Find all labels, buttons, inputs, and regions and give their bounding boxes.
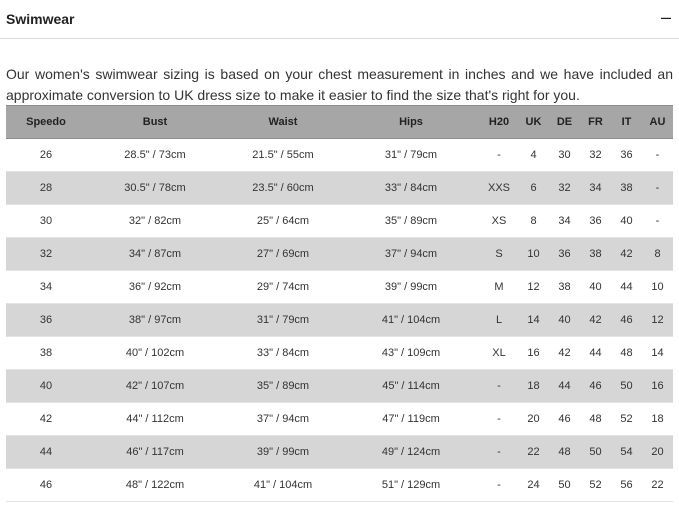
table-cell-fr: 52 (580, 469, 611, 502)
table-row (6, 436, 673, 469)
column-header-hips: Hips (342, 106, 480, 139)
column-header-it: IT (611, 106, 642, 139)
table-cell-au: 12 (642, 304, 673, 337)
table-cell-au: 16 (642, 370, 673, 403)
column-header-speedo: Speedo (6, 106, 86, 139)
size-chart-table (6, 105, 673, 502)
table-cell-de: 50 (549, 469, 580, 502)
table-cell-waist: 25" / 64cm (224, 205, 342, 238)
table-cell-h20: S (480, 238, 518, 271)
table-cell-bust: 36" / 92cm (86, 271, 224, 304)
table-cell-speedo: 26 (6, 139, 86, 172)
table-cell-au: - (642, 205, 673, 238)
table-cell-speedo: 46 (6, 469, 86, 502)
table-cell-bust: 44" / 112cm (86, 403, 224, 436)
table-cell-speedo: 34 (6, 271, 86, 304)
section-title: Swimwear (6, 11, 75, 27)
table-row (6, 370, 673, 403)
table-cell-hips: 37" / 94cm (342, 238, 480, 271)
table-cell-fr: 46 (580, 370, 611, 403)
table-cell-de: 48 (549, 436, 580, 469)
table-cell-uk: 16 (518, 337, 549, 370)
table-cell-hips: 39" / 99cm (342, 271, 480, 304)
table-row (6, 238, 673, 271)
table-cell-waist: 27" / 69cm (224, 238, 342, 271)
table-cell-speedo: 42 (6, 403, 86, 436)
table-cell-h20: M (480, 271, 518, 304)
table-cell-hips: 43" / 109cm (342, 337, 480, 370)
table-cell-waist: 23.5" / 60cm (224, 172, 342, 205)
table-cell-it: 40 (611, 205, 642, 238)
table-row (6, 337, 673, 370)
table-cell-de: 30 (549, 139, 580, 172)
table-cell-fr: 42 (580, 304, 611, 337)
column-header-waist: Waist (224, 106, 342, 139)
table-row (6, 271, 673, 304)
table-cell-hips: 41" / 104cm (342, 304, 480, 337)
table-row (6, 304, 673, 337)
table-cell-h20: - (480, 370, 518, 403)
table-cell-au: 20 (642, 436, 673, 469)
table-cell-bust: 40" / 102cm (86, 337, 224, 370)
section-header[interactable] (0, 0, 679, 39)
table-row (6, 172, 673, 205)
column-header-fr: FR (580, 106, 611, 139)
table-cell-bust: 46" / 117cm (86, 436, 224, 469)
table-cell-waist: 35" / 89cm (224, 370, 342, 403)
table-header-row (6, 106, 673, 139)
column-header-bust: Bust (86, 106, 224, 139)
table-cell-speedo: 44 (6, 436, 86, 469)
table-row (6, 139, 673, 172)
table-cell-waist: 33" / 84cm (224, 337, 342, 370)
table-cell-de: 46 (549, 403, 580, 436)
table-cell-h20: - (480, 139, 518, 172)
table-cell-uk: 24 (518, 469, 549, 502)
table-cell-bust: 32" / 82cm (86, 205, 224, 238)
table-cell-au: 22 (642, 469, 673, 502)
table-cell-de: 34 (549, 205, 580, 238)
table-cell-uk: 18 (518, 370, 549, 403)
table-cell-speedo: 38 (6, 337, 86, 370)
table-cell-it: 36 (611, 139, 642, 172)
table-cell-fr: 48 (580, 403, 611, 436)
table-cell-it: 48 (611, 337, 642, 370)
table-cell-hips: 49" / 124cm (342, 436, 480, 469)
table-cell-au: 14 (642, 337, 673, 370)
table-cell-bust: 34" / 87cm (86, 238, 224, 271)
table-cell-it: 44 (611, 271, 642, 304)
table-cell-uk: 22 (518, 436, 549, 469)
table-cell-h20: - (480, 403, 518, 436)
table-cell-h20: - (480, 469, 518, 502)
table-cell-de: 38 (549, 271, 580, 304)
table-cell-speedo: 36 (6, 304, 86, 337)
table-cell-au: - (642, 139, 673, 172)
table-cell-uk: 10 (518, 238, 549, 271)
size-guide-description: Our women's swimwear sizing is based on your chest measurement in inches and we have included an approximate conversion to UK dress size to make it easier to find the size that's right for you. (6, 66, 673, 103)
table-cell-waist: 29" / 74cm (224, 271, 342, 304)
column-header-de: DE (549, 106, 580, 139)
table-cell-fr: 44 (580, 337, 611, 370)
table-cell-bust: 38" / 97cm (86, 304, 224, 337)
table-cell-it: 56 (611, 469, 642, 502)
table-cell-fr: 34 (580, 172, 611, 205)
table-cell-de: 40 (549, 304, 580, 337)
table-cell-au: 8 (642, 238, 673, 271)
table-cell-hips: 47" / 119cm (342, 403, 480, 436)
table-body (6, 139, 673, 502)
collapse-icon[interactable]: – (660, 7, 671, 27)
table-cell-au: 18 (642, 403, 673, 436)
table-cell-speedo: 32 (6, 238, 86, 271)
table-cell-it: 42 (611, 238, 642, 271)
table-cell-de: 36 (549, 238, 580, 271)
column-header-uk: UK (518, 106, 549, 139)
table-cell-waist: 21.5" / 55cm (224, 139, 342, 172)
column-header-au: AU (642, 106, 673, 139)
table-cell-it: 52 (611, 403, 642, 436)
table-cell-fr: 32 (580, 139, 611, 172)
table-cell-bust: 42" / 107cm (86, 370, 224, 403)
table-cell-de: 42 (549, 337, 580, 370)
table-cell-speedo: 28 (6, 172, 86, 205)
table-row (6, 205, 673, 238)
table-cell-waist: 37" / 94cm (224, 403, 342, 436)
table-cell-hips: 35" / 89cm (342, 205, 480, 238)
table-cell-uk: 8 (518, 205, 549, 238)
table-cell-bust: 28.5" / 73cm (86, 139, 224, 172)
table-cell-hips: 51" / 129cm (342, 469, 480, 502)
table-cell-fr: 36 (580, 205, 611, 238)
table-cell-it: 38 (611, 172, 642, 205)
table-cell-h20: XXS (480, 172, 518, 205)
table-cell-h20: L (480, 304, 518, 337)
table-cell-waist: 39" / 99cm (224, 436, 342, 469)
table-cell-h20: XS (480, 205, 518, 238)
table-cell-au: - (642, 172, 673, 205)
table-cell-uk: 12 (518, 271, 549, 304)
table-cell-bust: 48" / 122cm (86, 469, 224, 502)
table-cell-de: 32 (549, 172, 580, 205)
table-cell-uk: 20 (518, 403, 549, 436)
table-row (6, 403, 673, 436)
table-cell-waist: 41" / 104cm (224, 469, 342, 502)
column-header-h20: H20 (480, 106, 518, 139)
table-cell-waist: 31" / 79cm (224, 304, 342, 337)
table-cell-uk: 6 (518, 172, 549, 205)
table-cell-bust: 30.5" / 78cm (86, 172, 224, 205)
table-cell-hips: 45" / 114cm (342, 370, 480, 403)
table-cell-au: 10 (642, 271, 673, 304)
table-cell-fr: 50 (580, 436, 611, 469)
table-cell-h20: - (480, 436, 518, 469)
table-cell-it: 46 (611, 304, 642, 337)
table-cell-hips: 33" / 84cm (342, 172, 480, 205)
table-cell-speedo: 40 (6, 370, 86, 403)
table-cell-it: 50 (611, 370, 642, 403)
table-cell-hips: 31" / 79cm (342, 139, 480, 172)
table-cell-de: 44 (549, 370, 580, 403)
table-cell-speedo: 30 (6, 205, 86, 238)
table-cell-it: 54 (611, 436, 642, 469)
table-cell-uk: 4 (518, 139, 549, 172)
table-cell-uk: 14 (518, 304, 549, 337)
table-cell-fr: 38 (580, 238, 611, 271)
table-cell-fr: 40 (580, 271, 611, 304)
table-cell-h20: XL (480, 337, 518, 370)
table-row (6, 469, 673, 502)
